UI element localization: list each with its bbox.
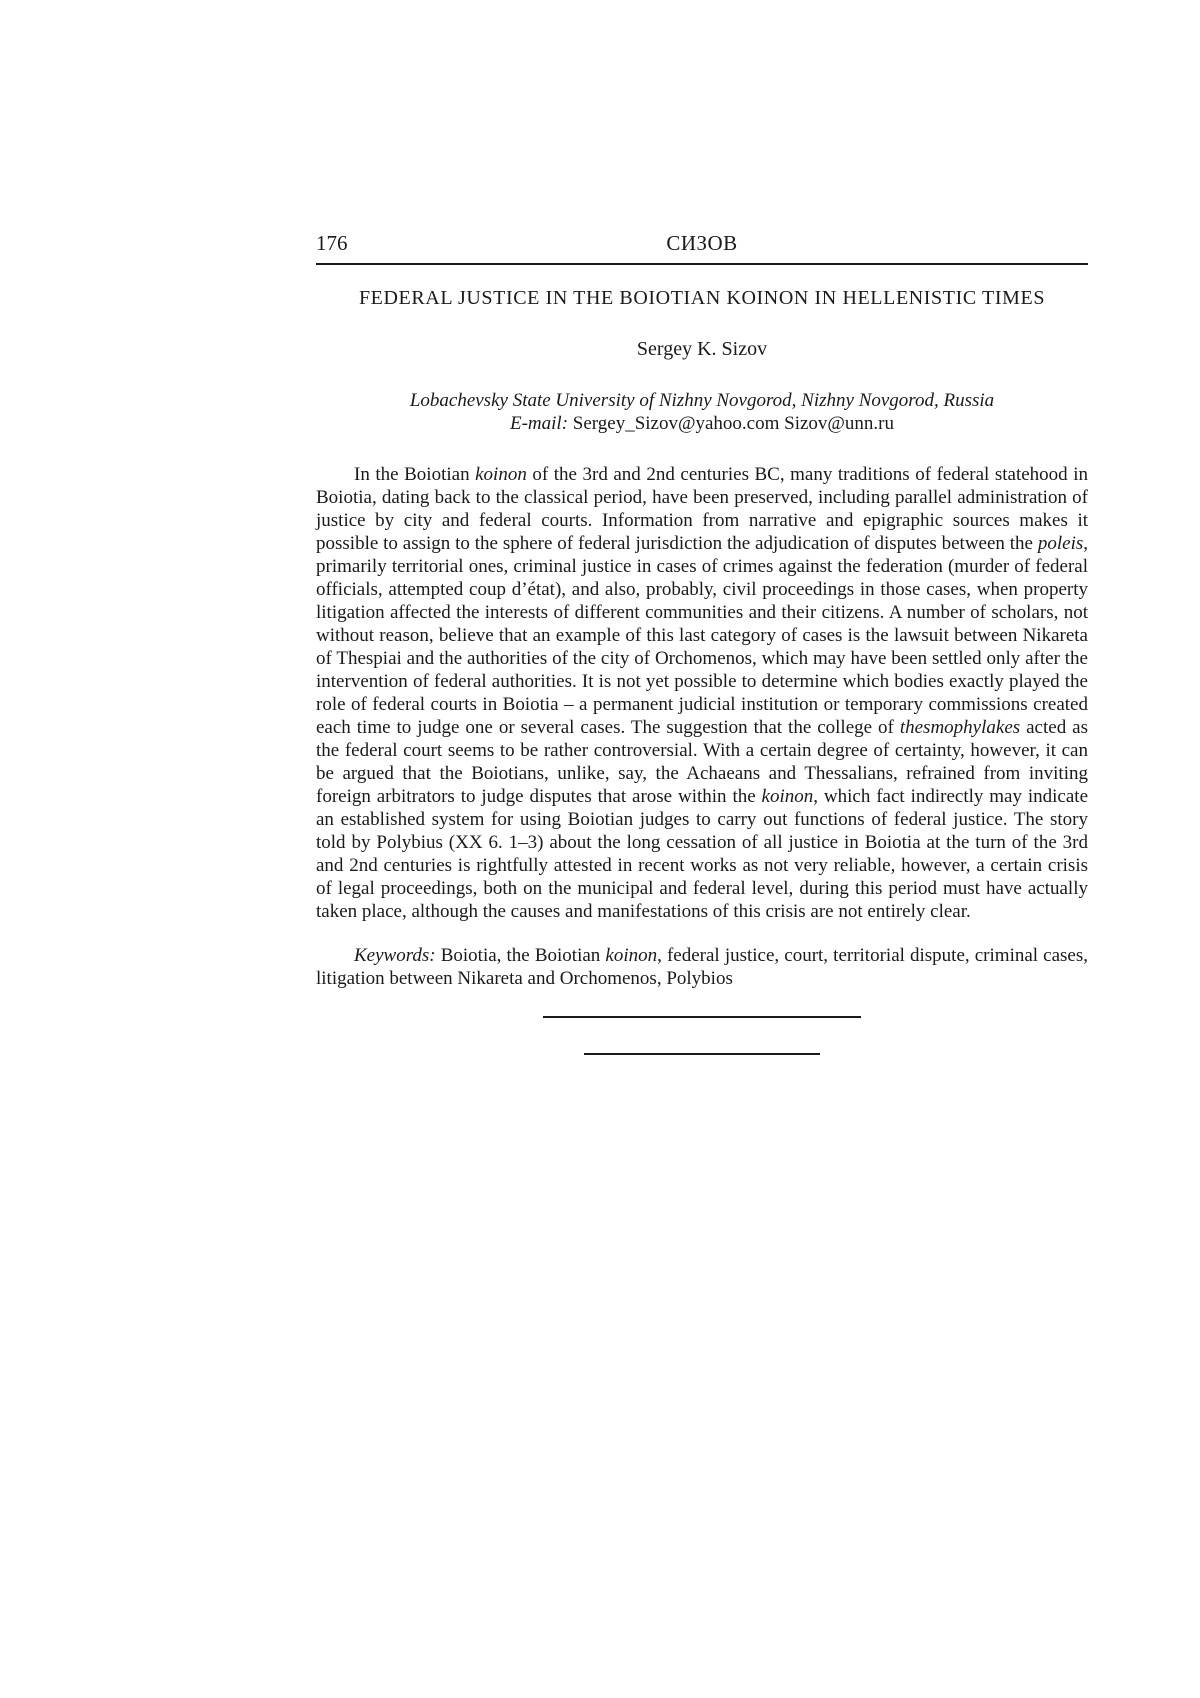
text-run: , federal justice, court, territorial dispute, criminal cases, litigation between Nikareta and Orchomenos, Polybios [316,945,1089,989]
email-label: E-mail: [510,413,569,434]
page-number: 176 [316,231,348,255]
italic-term: koinon [761,786,814,807]
text-run: , primarily territorial ones, criminal justice in cases of crimes against the federation (murder of federal officials, attempted coup d’état), and also, probably, civil proceedings in those cases, when property litigation affected the interests of different communities and their citizens. A number of scholars, not without reason, believe that an example of this last category of cases is the lawsuit between Nikareta of Thespiai and the authorities of the city of Orchomenos, which may have been settled only after the intervention of federal authorities. It is not yet possible to determine which bodies exactly played the role of federal courts in Boiotia – a permanent judicial institution or temporary commissions created each time to judge one or several cases. The suggestion that the college of [316,533,1088,738]
email-line [316,412,1088,435]
closing-rule-short [584,1053,820,1055]
article-page [316,227,1088,1055]
italic-term: koinon [475,464,527,485]
keywords-label: Keywords: [354,945,436,966]
italic-term: thesmophylakes [899,717,1021,738]
closing-rule-long [543,1016,861,1018]
keywords-paragraph [316,944,1088,990]
author-affiliation: Lobachevsky State University of Nizhny Novgorod, Nizhny Novgorod, Russia [409,390,995,411]
text-run: , which fact indirectly may indicate an established system for using Boiotian judges to carry out functions of federal justice. The story told by Polybius (XX 6. 1–3) about the long cessation of all justice in Boiotia at the turn of the 3rd and 2nd centuries is rightfully attested in recent works as not very reliable, however, a certain crisis of legal proceedings, both on the municipal and federal level, during this period must have actually taken place, although the causes and manifestations of this crisis are not entirely clear. [316,786,1089,922]
page-header [316,227,1088,265]
email-addresses: Sergey_Sizov@yahoo.com Sizov@unn.ru [572,413,894,434]
abstract-paragraph [316,463,1088,923]
running-head: СИЗОВ [666,231,738,255]
text-run: In the Boiotian [354,464,476,485]
italic-term: koinon [605,945,658,966]
text-run: acted as the federal court seems to be rather controversial. With a certain degree of certainty, however, it can be argued that the Boiotians, unlike, say, the Achaeans and Thessalians, refrained from inviting foreign arbitrators to judge disputes that arose within the [316,717,1088,807]
text-run: Boiotia, the Boiotian [435,945,606,966]
italic-term: poleis [1037,533,1084,554]
article-title: FEDERAL JUSTICE IN THE BOIOTIAN KOINON IN HELLENISTIC TIMES [358,287,1046,309]
text-run: of the 3rd and 2nd centuries BC, many traditions of federal statehood in Boiotia, dating back to the classical period, have been preserved, including parallel administration of justice by city and federal courts. Information from narrative and epigraphic sources makes it possible to assign to the sphere of federal jurisdiction the adjudication of disputes between the [316,464,1088,554]
author-name: Sergey K. Sizov [636,338,768,360]
